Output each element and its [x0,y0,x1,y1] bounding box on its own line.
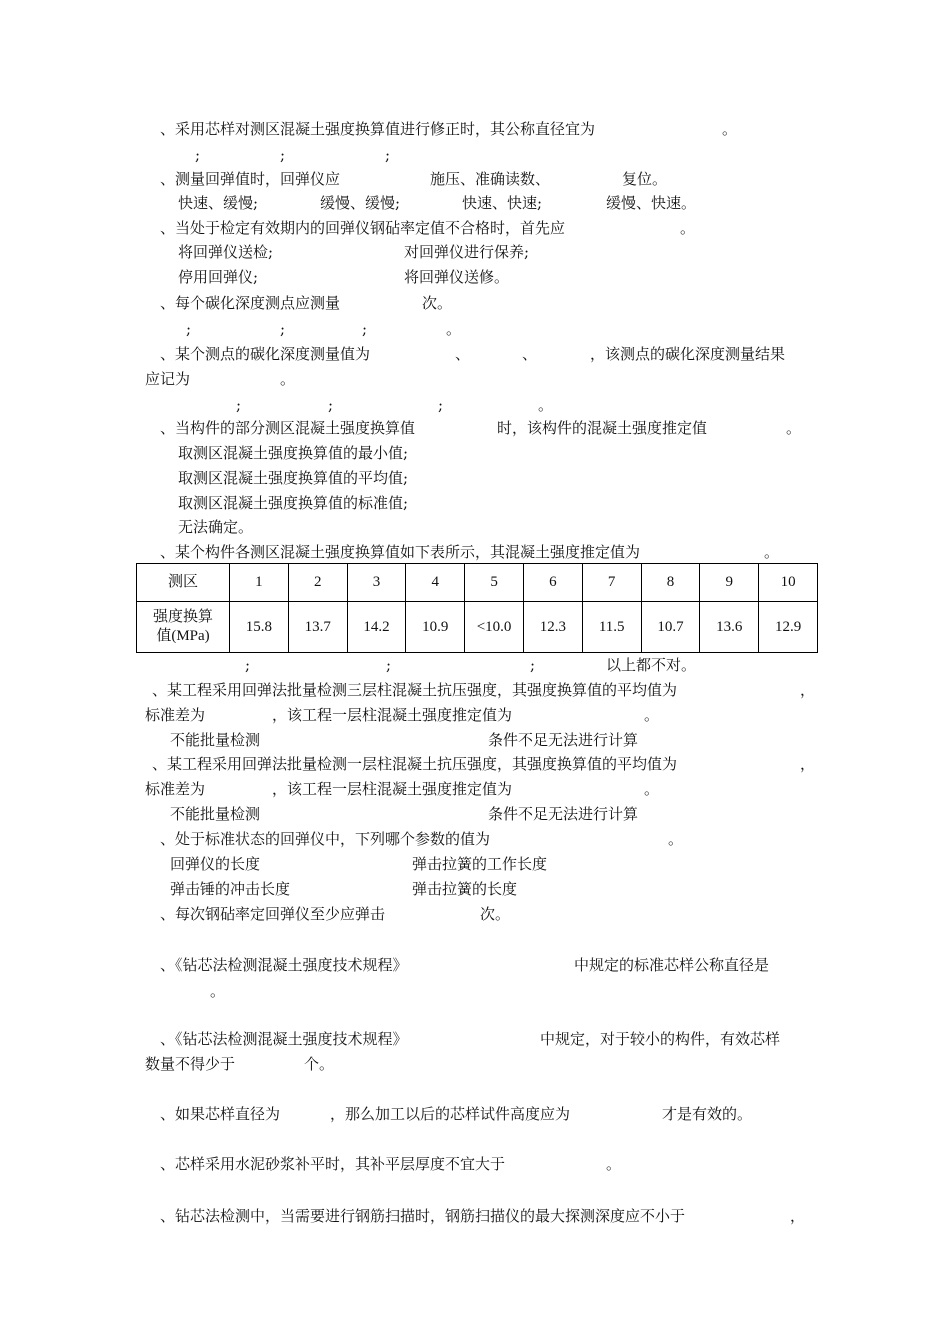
question-9-stem-mid: ，该工程一层柱混凝土强度推定值为 [272,780,513,798]
table-cell-zone: 6 [523,564,582,602]
question-5-separator-2: 、 [522,345,538,363]
question-6-stem: 、当构件的部分测区混凝土强度换算值 [160,419,416,437]
question-7-stem-end: 。 [764,543,780,561]
question-9-stem: 、某工程采用回弹法批量检测一层柱混凝土抗压强度，其强度换算值的平均值为 [152,755,678,773]
table-cell-zone: 5 [465,564,524,602]
question-1-stem: 、采用芯样对测区混凝土强度换算值进行修正时，其公称直径宜为 [160,120,596,138]
question-5-stem-line2: 应记为 [145,370,191,388]
question-11-stem-end: 次。 [480,905,511,923]
question-4-stem: 、每个碳化深度测点应测量 [160,294,341,312]
question-2-stem: 、测量回弹值时，回弹仪应 [160,170,341,188]
question-16-stem: 、钻芯法检测中，当需要进行钢筋扫描时，钢筋扫描仪的最大探测深度应不小于 [160,1207,686,1225]
table-cell-value: 15.8 [230,602,289,653]
question-10-stem-end: 。 [668,830,684,848]
question-2-option-a: 快速、缓慢; [178,194,259,212]
table-cell-zone: 9 [700,564,759,602]
table-cell-value: 13.7 [288,602,347,653]
question-11-stem: 、每次钢砧率定回弹仪至少应弹击 [160,905,386,923]
table-row-zones [137,564,818,602]
question-7-option-b: ; [386,656,392,674]
question-8-stem-mid: ，该工程一层柱混凝土强度推定值为 [272,706,513,724]
question-7-option-c: ; [530,656,536,674]
question-5-stem: 、某个测点的碳化深度测量值为 [160,345,371,363]
table-header-strength [137,602,230,653]
question-15-stem-end: 。 [606,1155,622,1173]
question-9-option-b: 条件不足无法进行计算 [488,805,639,823]
question-5-option-d: 。 [538,396,554,414]
question-2-option-c: 快速、快速; [462,194,543,212]
question-3-stem: 、当处于检定有效期内的回弹仪钢砧率定值不合格时，首先应 [160,219,566,237]
question-4-option-a: ; [186,320,192,338]
question-8-stem-end: 。 [644,706,660,724]
question-6-option-d: 无法确定。 [178,518,254,536]
table-header-strength-line1: 强度换算 [152,609,213,625]
question-13-stem-line2: 数量不得少于 [145,1055,236,1073]
table-cell-zone: 10 [759,564,818,602]
question-2-stem-end: 复位。 [622,170,668,188]
table-cell-zone: 7 [582,564,641,602]
question-3-option-d: 将回弹仪送修。 [404,268,510,286]
question-1-option-c: ; [385,146,391,164]
table-cell-zone: 8 [641,564,700,602]
question-16-stem-end: ， [790,1207,806,1225]
question-4-option-b: ; [280,320,286,338]
question-13-stem-end: 个。 [304,1055,335,1073]
question-6-option-a: 取测区混凝土强度换算值的最小值; [178,444,409,462]
table-cell-value: <10.0 [465,602,524,653]
table-cell-value: 13.6 [700,602,759,653]
question-6-option-b: 取测区混凝土强度换算值的平均值; [178,469,409,487]
table-cell-value: 14.2 [347,602,406,653]
question-5-stem-mid: ，该测点的碳化深度测量结果 [590,345,786,363]
strength-table [136,563,818,653]
question-6-stem-mid: 时，该构件的混凝土强度推定值 [497,419,708,437]
question-5-option-a: ; [236,396,242,414]
question-4-option-d: 。 [446,320,462,338]
question-12-stem-end: 。 [210,982,226,1000]
question-6-option-c: 取测区混凝土强度换算值的标准值; [178,494,409,512]
question-7-stem: 、某个构件各测区混凝土强度换算值如下表所示，其混凝土强度推定值为 [160,543,641,561]
question-6-stem-end: 。 [786,419,802,437]
table-cell-value: 12.9 [759,602,818,653]
question-12-stem-mid: 中规定的标准芯样公称直径是 [574,956,770,974]
question-4-option-c: ; [362,320,368,338]
question-2-option-b: 缓慢、缓慢; [320,194,401,212]
question-14-stem-mid: ，那么加工以后的芯样试件高度应为 [330,1105,571,1123]
question-10-option-d: 弹击拉簧的长度 [412,880,518,898]
question-9-stem-end: 。 [644,780,660,798]
question-5-option-b: ; [328,396,334,414]
question-2-stem-mid: 施压、准确读数、 [430,170,551,188]
question-7-option-a: ; [245,656,251,674]
table-cell-value: 10.7 [641,602,700,653]
question-10-option-a: 回弹仪的长度 [170,855,261,873]
question-8-stem-line2: 标准差为 [145,706,206,724]
question-3-option-c: 停用回弹仪; [178,268,259,286]
table-cell-value: 11.5 [582,602,641,653]
question-10-option-c: 弹击锤的冲击长度 [170,880,291,898]
question-1-option-b: ; [280,146,286,164]
question-7-option-d: 以上都不对。 [606,656,697,674]
question-8-option-a: 不能批量检测 [170,731,261,749]
table-cell-zone: 3 [347,564,406,602]
question-4-stem-end: 次。 [422,294,453,312]
question-9-stem-comma: ， [800,755,816,773]
question-9-stem-line2: 标准差为 [145,780,206,798]
question-5-option-c: ; [438,396,444,414]
question-1-option-a: ; [195,146,201,164]
question-8-stem: 、某工程采用回弹法批量检测三层柱混凝土抗压强度，其强度换算值的平均值为 [152,681,678,699]
question-14-stem-end: 才是有效的。 [662,1105,753,1123]
question-3-stem-end: 。 [680,219,696,237]
table-header-zone: 测区 [137,564,230,602]
question-1-stem-end: 。 [722,120,738,138]
question-13-stem-mid: 中规定，对于较小的构件，有效芯样 [540,1030,781,1048]
question-2-option-d: 缓慢、快速。 [606,194,697,212]
table-row-values [137,602,818,653]
question-3-option-a: 将回弹仪送检; [178,243,274,261]
question-5-separator-1: 、 [455,345,471,363]
question-8-stem-comma: ， [800,681,816,699]
table-cell-zone: 1 [230,564,289,602]
question-5-stem-end: 。 [280,370,296,388]
question-14-stem: 、如果芯样直径为 [160,1105,281,1123]
question-13-stem: 、《钻芯法检测混凝土强度技术规程》 [160,1030,408,1048]
table-cell-value: 12.3 [523,602,582,653]
table-cell-zone: 4 [406,564,465,602]
question-12-stem: 、《钻芯法检测混凝土强度技术规程》 [160,956,408,974]
question-3-option-b: 对回弹仪进行保养; [404,243,530,261]
question-9-option-a: 不能批量检测 [170,805,261,823]
question-10-stem: 、处于标准状态的回弹仪中，下列哪个参数的值为 [160,830,491,848]
question-8-option-b: 条件不足无法进行计算 [488,731,639,749]
table-cell-value: 10.9 [406,602,465,653]
table-cell-zone: 2 [288,564,347,602]
question-15-stem: 、芯样采用水泥砂浆补平时，其补平层厚度不宜大于 [160,1155,506,1173]
table-header-strength-line2: 值(MPa) [156,628,210,644]
question-10-option-b: 弹击拉簧的工作长度 [412,855,548,873]
